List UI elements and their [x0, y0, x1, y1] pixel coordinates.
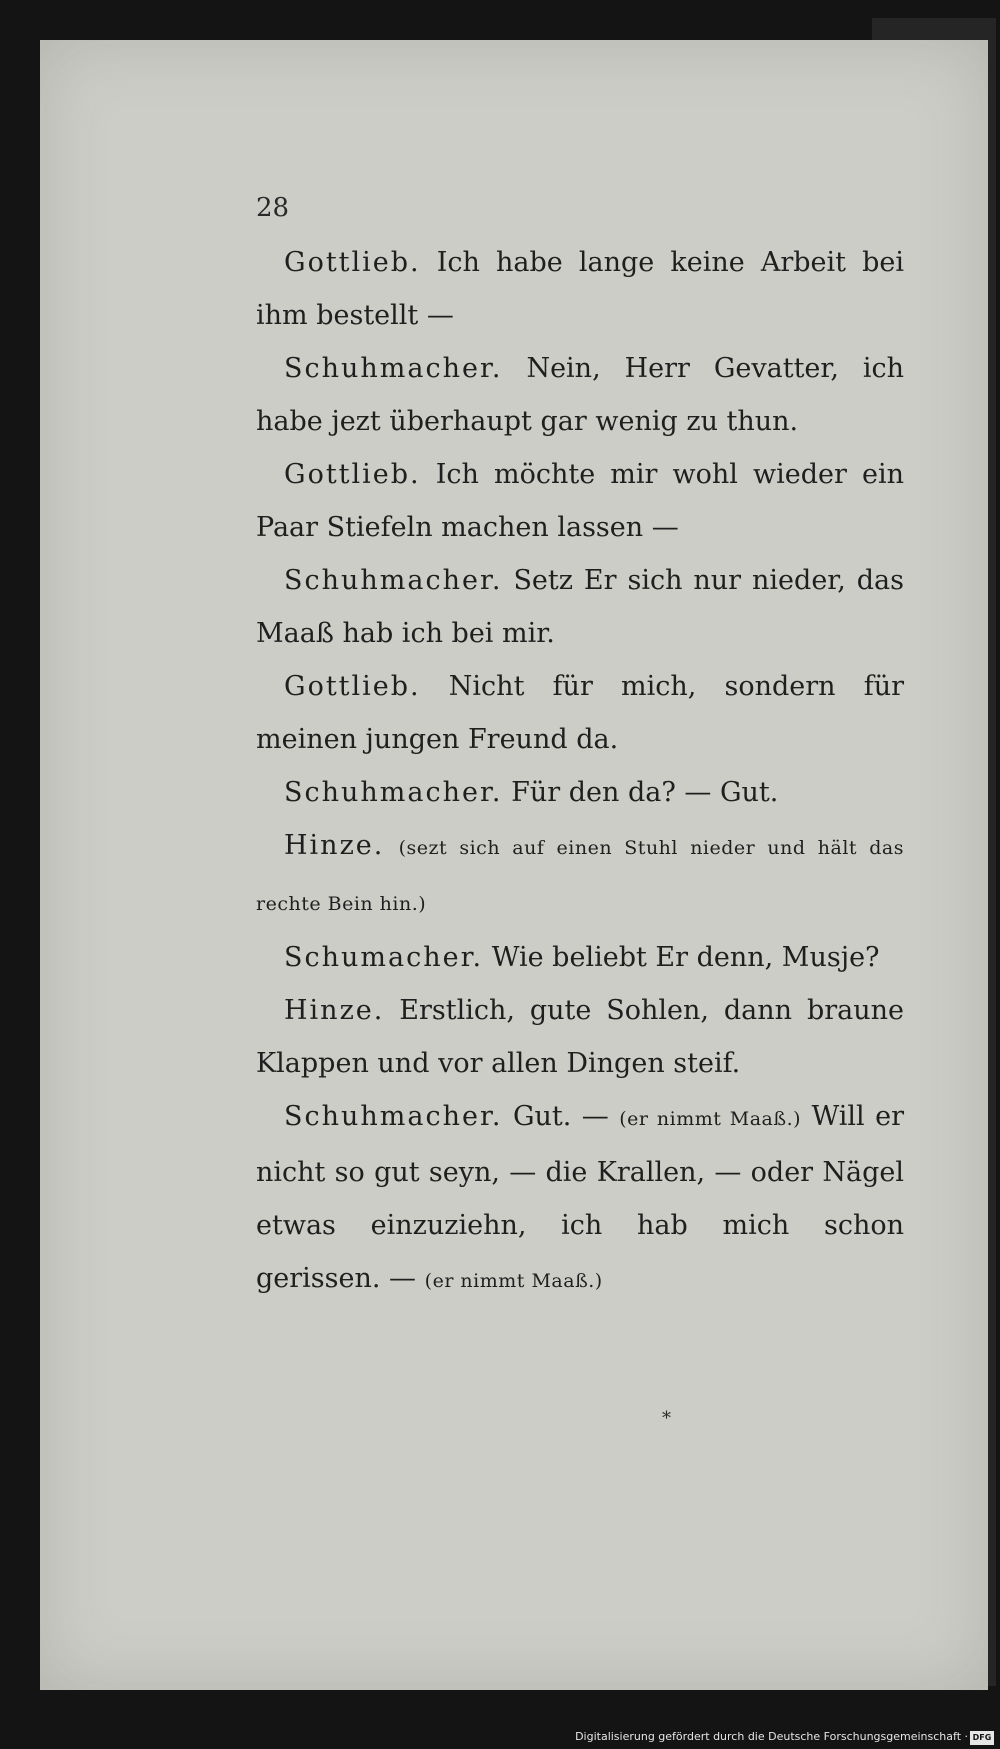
stage-direction: (er nimmt Maaß.) — [619, 1108, 802, 1130]
speaker-name: Gottlieb. — [284, 459, 421, 490]
dialogue-line — [256, 342, 904, 448]
dialogue-line — [256, 236, 904, 342]
dialogue-line — [256, 1090, 904, 1308]
spoken-text: Gut. — — [512, 1101, 609, 1132]
speaker-name: Schuhmacher. — [284, 1101, 503, 1132]
speaker-name: Schuhmacher. — [284, 777, 503, 808]
book-page — [40, 40, 988, 1690]
speaker-name: Schuhmacher. — [284, 353, 503, 384]
spoken-text: Nicht für mich, sondern für meinen jungen Freund da. — [256, 671, 904, 755]
spoken-text: Nein, Herr Gevatter, ich habe jezt überhaupt gar wenig zu thun. — [256, 353, 904, 437]
speaker-name: Hinze. — [284, 995, 385, 1026]
speaker-name: Hinze. — [284, 830, 385, 861]
digitization-credit: Digitalisierung gefördert durch die Deutsche Forschungsgemeinschaft · — [575, 1730, 968, 1743]
spoken-text: Ich habe lange keine Arbeit bei ihm bestellt — — [256, 247, 904, 331]
dialogue-line — [256, 984, 904, 1090]
dialogue-line — [256, 554, 904, 660]
dialogue-line — [256, 660, 904, 766]
dialogue-line — [256, 931, 904, 984]
speaker-name: Gottlieb. — [284, 671, 421, 702]
spoken-text: Wie beliebt Er denn, Musje? — [491, 942, 880, 973]
speaker-name: Gottlieb. — [284, 247, 421, 278]
signature-mark: * — [662, 1408, 671, 1429]
spoken-text: Für den da? — Gut. — [511, 777, 779, 808]
dialogue-line — [256, 819, 904, 931]
spoken-text: Erstlich, gute Sohlen, dann braune Klappen und vor allen Dingen steif. — [256, 995, 904, 1079]
speaker-name: Schumacher. — [284, 942, 484, 973]
dialogue-line — [256, 766, 904, 819]
page-number: 28 — [256, 193, 290, 223]
page-text — [256, 190, 904, 1308]
dialogue-line — [256, 448, 904, 554]
spoken-text-continued: Will er nicht so gut seyn, — die Krallen, — oder Nägel etwas einzuziehn, ich hab mich schon gerissen. — — [256, 1101, 904, 1294]
stage-direction-final: (er nimmt Maaß.) — [424, 1270, 603, 1292]
dfg-logo-icon: DFG — [970, 1731, 994, 1745]
speaker-name: Schuhmacher. — [284, 565, 503, 596]
stage-direction: (sezt sich auf einen Stuhl nieder und hält das rechte Bein hin.) — [256, 837, 904, 915]
spoken-text: Ich möchte mir wohl wieder ein Paar Stiefeln machen lassen — — [256, 459, 904, 543]
spoken-text: Setz Er sich nur nieder, das Maaß hab ich bei mir. — [256, 565, 904, 649]
